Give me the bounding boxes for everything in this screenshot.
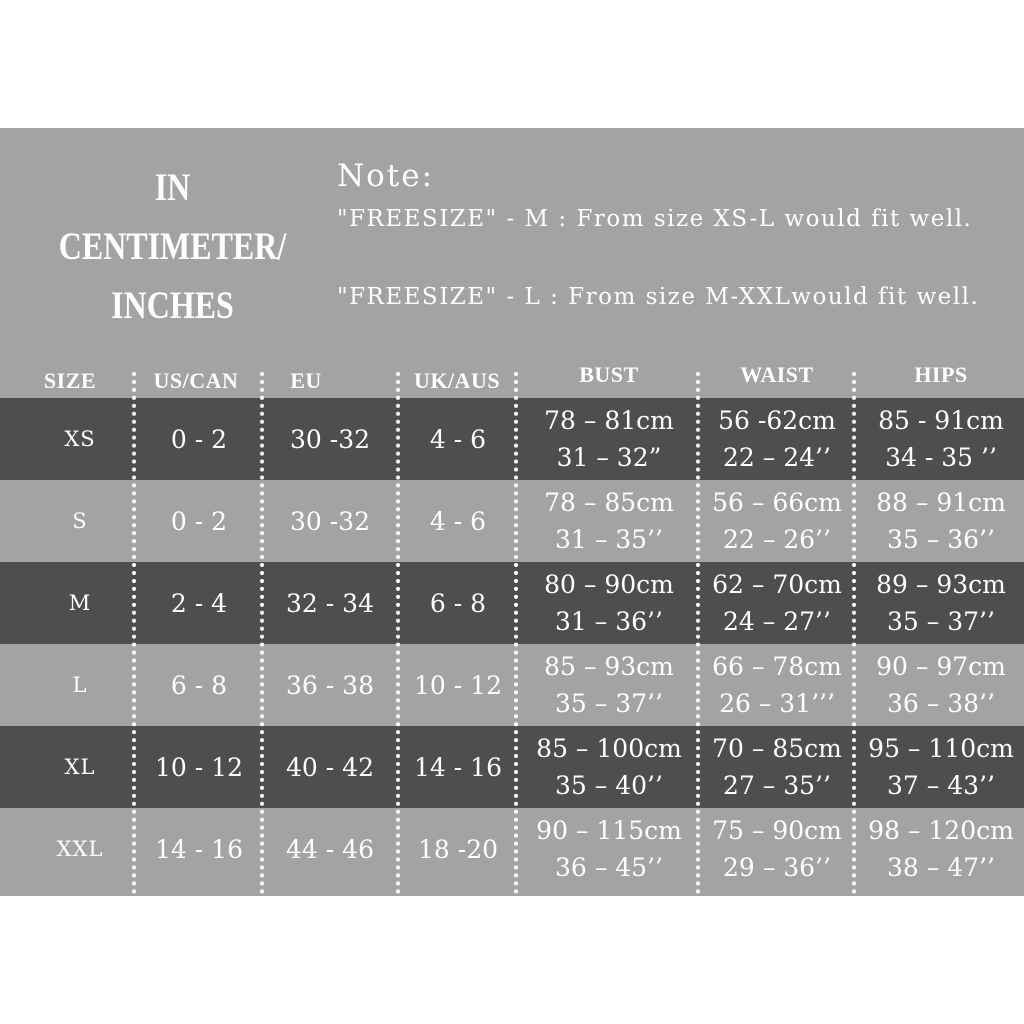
cell-line: 22 – 24’’ [723,443,831,472]
cell-line: 31 – 35’’ [555,525,663,554]
cell-us: 10 - 12 [155,752,243,782]
table-row [0,398,1024,480]
cell-line: 70 – 85cm [712,734,842,763]
cell-size: S [72,508,88,533]
dotted-divider [696,372,700,894]
cell-us: 0 - 2 [170,506,228,536]
cell-waist [700,562,854,644]
cell-eu: 36 - 38 [286,670,374,700]
table-row [0,644,1024,726]
cell-size: M [68,590,92,615]
cell-line: 35 – 37’’ [555,689,663,718]
cell-us: 6 - 8 [170,670,228,700]
cell-hips [858,726,1024,808]
cell-line: 62 – 70cm [712,570,842,599]
cell-waist [700,808,854,890]
cell-bust [520,644,698,726]
dotted-divider [132,372,136,894]
cell-waist [700,644,854,726]
cell-line: 22 – 26’’ [723,525,831,554]
cell-line: 24 – 27’’ [723,607,831,636]
column-header-eu: EU [290,368,322,393]
cell-us: 14 - 16 [155,834,243,864]
cell-line: 36 – 45’’ [555,853,663,882]
cell-size: XL [64,754,96,779]
cell-hips [858,808,1024,890]
dotted-divider [514,372,518,894]
title-line: CENTIMETER/ [58,225,287,268]
cell-uk: 4 - 6 [429,424,487,454]
cell-bust [520,562,698,644]
dotted-divider [396,372,400,894]
cell-line: 31 – 32” [556,443,662,472]
cell-line: 66 – 78cm [712,652,842,681]
cell-line: 90 – 115cm [536,816,682,845]
table-row [0,726,1024,808]
cell-line: 85 – 100cm [536,734,682,763]
note-heading: Note: [337,158,435,194]
cell-waist [700,398,854,480]
cell-eu: 40 - 42 [286,752,374,782]
cell-line: 35 – 37’’ [887,607,995,636]
cell-line: 85 – 93cm [544,652,674,681]
cell-line: 85 - 91cm [878,406,1004,435]
cell-size: L [72,672,88,697]
cell-eu: 30 -32 [289,506,371,536]
title-line: INCHES [111,284,234,327]
title-line: IN [154,166,191,209]
size-chart [0,128,1024,896]
cell-line: 37 – 43’’ [887,771,995,800]
cell-line: 36 – 38’’ [887,689,995,718]
cell-line: 34 - 35 ’’ [885,443,997,472]
cell-line: 29 – 36’’ [723,853,831,882]
cell-eu: 44 - 46 [286,834,374,864]
cell-size: XXL [56,836,104,861]
note-line-m: "FREESIZE" - M : From size XS-L would fit well. [337,206,973,232]
cell-us: 2 - 4 [170,588,228,618]
cell-line: 90 – 97cm [876,652,1006,681]
cell-line: 75 – 90cm [712,816,842,845]
dotted-divider [260,372,264,894]
cell-line: 35 – 40’’ [555,771,663,800]
cell-hips [858,644,1024,726]
cell-size: XS [64,426,96,451]
cell-line: 26 – 31’’’ [719,689,835,718]
cell-bust [520,398,698,480]
chart-title [56,158,290,335]
cell-uk: 6 - 8 [429,588,487,618]
cell-waist [700,480,854,562]
cell-hips [858,398,1024,480]
cell-hips [858,562,1024,644]
cell-line: 27 – 35’’ [723,771,831,800]
cell-bust [520,726,698,808]
cell-line: 89 – 93cm [876,570,1006,599]
cell-hips [858,480,1024,562]
cell-waist [700,726,854,808]
cell-eu: 32 - 34 [286,588,374,618]
cell-line: 95 – 110cm [868,734,1014,763]
cell-line: 56 -62cm [718,406,836,435]
column-header-hips: HIPS [914,362,968,387]
cell-uk: 4 - 6 [429,506,487,536]
table-row [0,562,1024,644]
cell-uk: 18 -20 [417,834,499,864]
column-header-waist: WAIST [740,362,814,387]
cell-line: 78 – 85cm [544,488,674,517]
dotted-divider [852,372,856,894]
cell-line: 35 – 36’’ [887,525,995,554]
cell-line: 31 – 36’’ [555,607,663,636]
cell-bust [520,480,698,562]
note-line-l: "FREESIZE" - L : From size M-XXLwould fit well. [337,284,980,310]
cell-line: 98 – 120cm [868,816,1014,845]
cell-line: 88 – 91cm [876,488,1006,517]
column-header-uk: UK/AUS [413,368,501,393]
cell-us: 0 - 2 [170,424,228,454]
cell-eu: 30 -32 [289,424,371,454]
table-row [0,480,1024,562]
cell-uk: 14 - 16 [414,752,502,782]
cell-uk: 10 - 12 [414,670,502,700]
cell-bust [520,808,698,890]
table-row [0,808,1024,890]
column-header-bust: BUST [579,362,639,387]
cell-line: 80 – 90cm [544,570,674,599]
cell-line: 38 – 47’’ [887,853,995,882]
column-header-us: US/CAN [153,368,239,393]
column-header-size: SIZE [43,368,97,393]
cell-line: 56 – 66cm [712,488,842,517]
cell-line: 78 – 81cm [544,406,674,435]
